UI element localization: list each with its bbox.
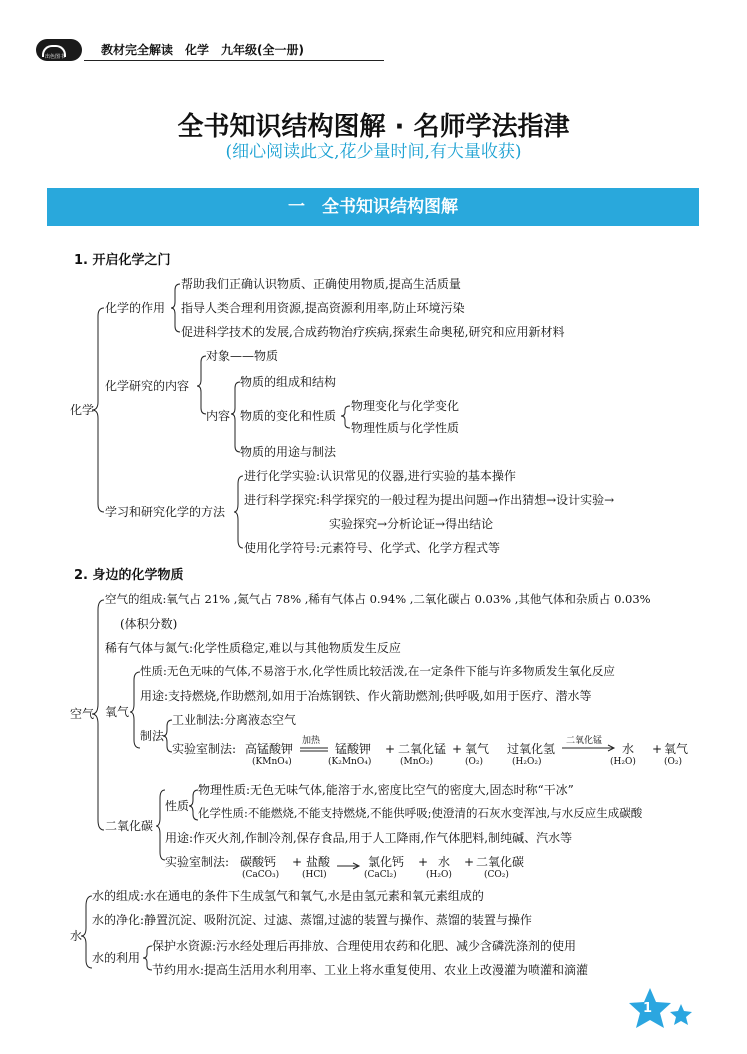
change-item: 物理变化与化学变化	[351, 399, 460, 413]
method-item: 实验探究→分析论证→得出结论	[329, 517, 494, 531]
node-inner: 内容	[206, 409, 231, 423]
role-item: 帮助我们正确认识物质、正确使用物质,提高生活质量	[181, 277, 461, 291]
eq-product: 水	[622, 742, 635, 756]
eq-product: 氧气	[465, 742, 490, 756]
node-role: 化学的作用	[105, 301, 166, 315]
eq-product: 氧气	[664, 742, 689, 756]
eq-condition: 二氧化锰	[566, 736, 603, 746]
inner-item: 物质的变化和性质	[240, 409, 337, 423]
eq-formula: (CaCO₃)	[242, 870, 280, 880]
eq-reactant: 高锰酸钾	[245, 742, 294, 756]
eq-plus: +	[292, 855, 303, 869]
co2-use: 用途:作灭火剂,作制冷剂,保存食品,用于人工降雨,作气体肥料,制纯碱、汽水等	[165, 831, 573, 845]
node-content: 化学研究的内容	[105, 379, 190, 393]
eq-plus: +	[464, 855, 475, 869]
air-composition-note: (体积分数)	[120, 617, 178, 631]
oxygen-lab-label: 实验室制法:	[172, 742, 237, 756]
eq-reactant: 碳酸钙	[240, 855, 277, 869]
method-item: 进行化学实验:认识常见的仪器,进行实验的基本操作	[244, 469, 516, 483]
co2-lab-label: 实验室制法:	[165, 855, 230, 869]
role-item: 指导人类合理利用资源,提高资源利用率,防止环境污染	[181, 301, 465, 315]
eq-formula: (H₂O)	[426, 870, 452, 880]
eq-formula: (H₂O)	[610, 757, 636, 767]
eq-product: 锰酸钾	[335, 742, 372, 756]
eq-formula: (CO₂)	[484, 870, 509, 880]
eq-plus: +	[418, 855, 429, 869]
node-method: 学习和研究化学的方法	[105, 505, 226, 519]
eq-product: 二氧化碳	[476, 855, 525, 869]
inner-item: 物质的用途与制法	[240, 445, 337, 459]
eq-product: 水	[438, 855, 451, 869]
eq-reactant: 盐酸	[306, 855, 331, 869]
oxygen-prep: 制法	[140, 729, 165, 743]
section-banner-text: 一 全书知识结构图解	[288, 197, 458, 217]
co2-property: 性质	[165, 799, 190, 813]
page-number-badge	[626, 986, 696, 1036]
water-purification: 水的净化:静置沉淀、吸附沉淀、过滤、蒸馏,过滤的装置与操作、蒸馏的装置与操作	[92, 913, 532, 927]
book-title: 教材完全解读 化学 九年级(全一册)	[101, 43, 304, 57]
co2-chemical: 化学性质:不能燃烧,不能支持燃烧,不能供呼吸;使澄清的石灰水变浑浊,与水反应生成碳酸	[198, 806, 643, 820]
eq-reactant: 过氧化氢	[507, 742, 556, 756]
eq-formula: (MnO₂)	[400, 757, 434, 767]
oxygen-property: 性质:无色无味的气体,不易溶于水,化学性质比较活泼,在一定条件下能与许多物质发生氧化反应	[140, 664, 615, 678]
water-composition: 水的组成:水在通电的条件下生成氢气和氧气,水是由氢元素和氧元素组成的	[92, 889, 484, 903]
water-protect: 保护水资源:污水经处理后再排放、合理使用农药和化肥、减少含磷洗涤剂的使用	[152, 939, 577, 953]
page-number: 1	[643, 1001, 653, 1016]
eq-formula: (K₂MnO₄)	[328, 757, 372, 767]
role-item: 促进科学技术的发展,合成药物治疗疾病,探索生命奥秘,研究和应用新材料	[181, 325, 565, 339]
page-title: 全书知识结构图解 · 名师学法指津	[177, 112, 570, 142]
node-co2: 二氧化碳	[105, 819, 154, 833]
oxygen-use: 用途:支持燃烧,作助燃剂,如用于冶炼钢铁、作火箭助燃剂;供呼吸,如用于医疗、潜水等	[140, 689, 592, 703]
eq-formula: (CaCl₂)	[364, 870, 397, 880]
eq-plus: +	[652, 742, 663, 756]
rare-gas: 稀有气体与氮气:化学性质稳定,难以与其他物质发生反应	[105, 641, 401, 655]
oxygen-industrial: 工业制法:分离液态空气	[172, 713, 297, 727]
eq-condition: 加热	[302, 736, 321, 746]
method-item: 进行科学探究:科学探究的一般过程为提出问题→作出猜想→设计实验→	[244, 493, 615, 507]
section-heading-1: 1. 开启化学之门	[74, 253, 171, 268]
eq-plus: +	[385, 742, 396, 756]
eq-formula: (HCl)	[302, 870, 327, 880]
eq-plus: +	[452, 742, 463, 756]
node-oxygen: 氧气	[105, 705, 130, 719]
root-chemistry: 化学	[70, 403, 95, 417]
method-item: 使用化学符号:元素符号、化学式、化学方程式等	[244, 541, 501, 555]
small-star-icon	[670, 1004, 692, 1025]
eq-product: 氯化钙	[368, 855, 405, 869]
co2-physical: 物理性质:无色无味气体,能溶于水,密度比空气的密度大,固态时称“干冰”	[198, 783, 574, 797]
section-heading-2: 2. 身边的化学物质	[74, 568, 184, 583]
change-item: 物理性质与化学性质	[351, 421, 460, 435]
node-air: 空气	[70, 707, 95, 721]
page-subtitle: (细心阅读此文,花少量时间,有大量收获)	[225, 142, 522, 162]
water-save: 节约用水:提高生活用水利用率、工业上将水重复使用、农业上改漫灌为喷灌和滴灌	[152, 963, 589, 977]
eq-formula: (H₂O₂)	[512, 757, 542, 767]
eq-formula: (O₂)	[465, 757, 484, 767]
logo-text: 出色图书	[45, 54, 66, 60]
inner-item: 物质的组成和结构	[240, 375, 337, 389]
eq-formula: (KMnO₄)	[252, 757, 292, 767]
eq-product: 二氧化锰	[398, 742, 447, 756]
water-use: 水的利用	[92, 951, 141, 965]
eq-formula: (O₂)	[664, 757, 683, 767]
node-water: 水	[70, 929, 83, 943]
node-object: 对象——物质	[206, 349, 279, 363]
air-composition: 空气的组成:氧气占 21% ,氮气占 78% ,稀有气体占 0.94% ,二氧化碳占 0.03% ,其他气体和杂质占 0.03%	[105, 592, 651, 606]
